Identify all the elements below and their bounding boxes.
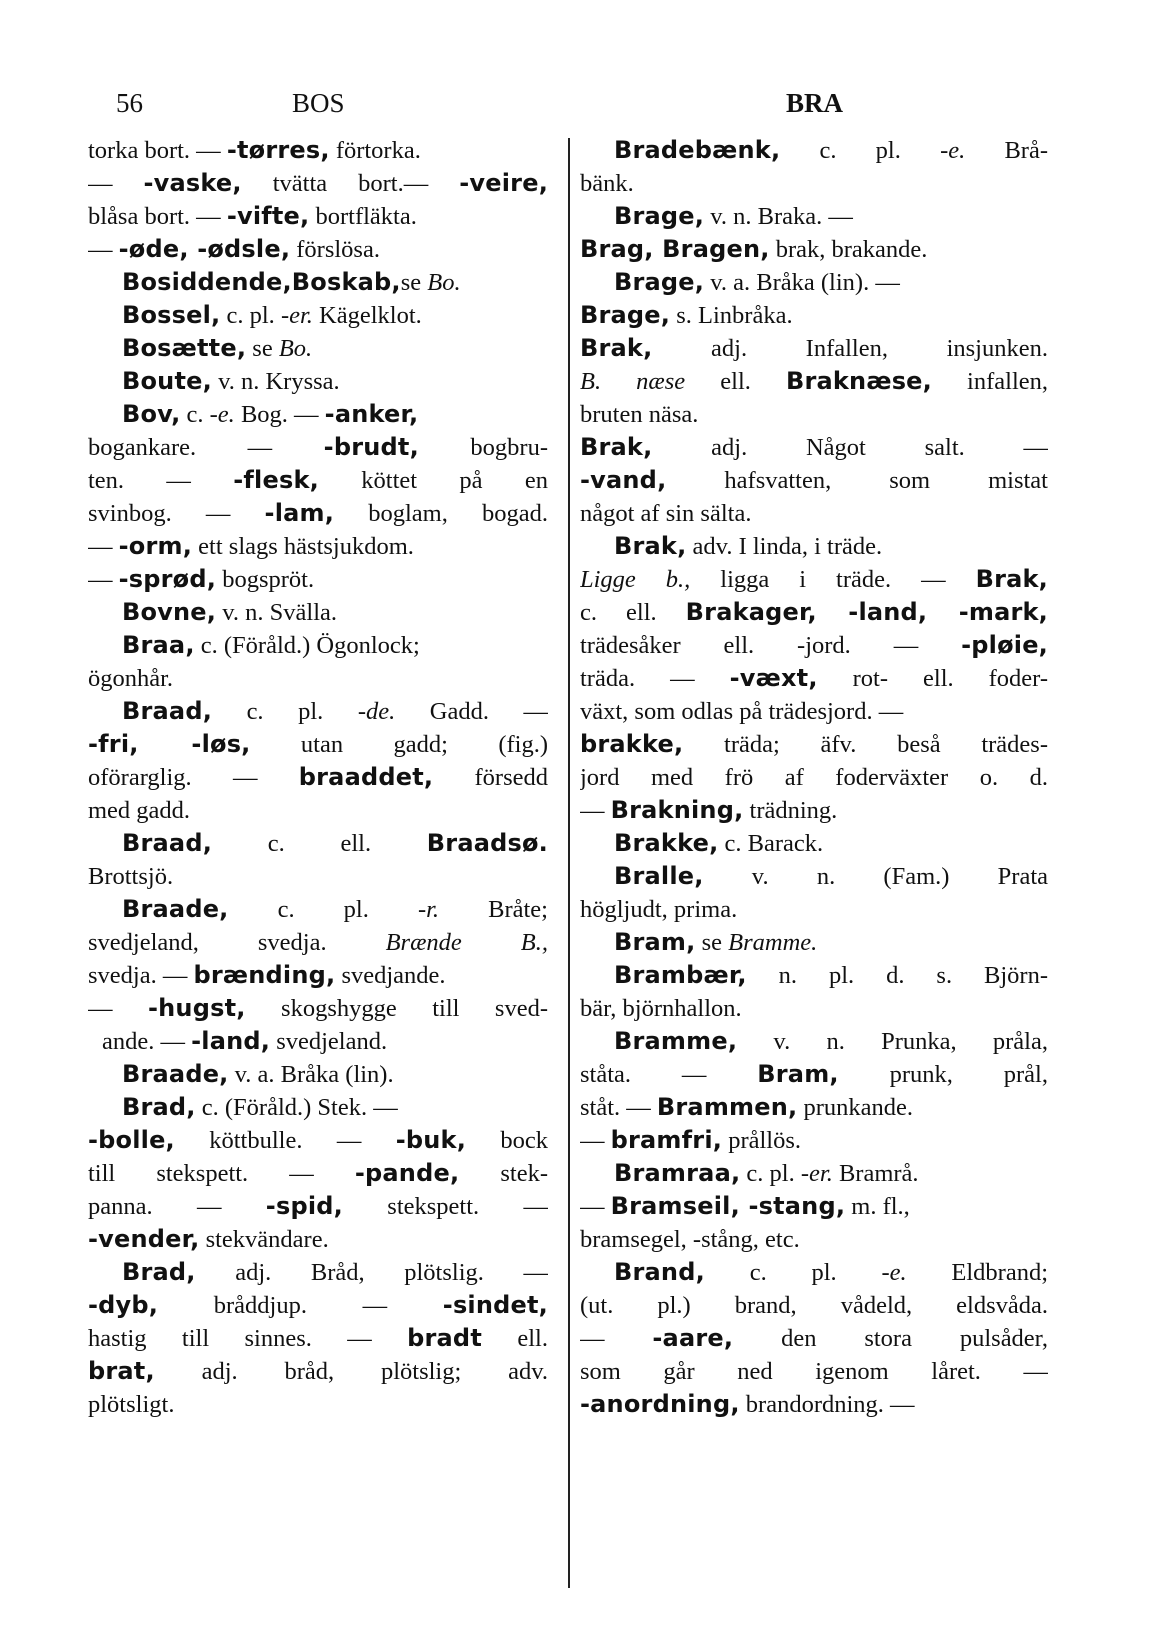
entry-line <box>580 1256 1048 1289</box>
headword: Brand, <box>614 1258 705 1286</box>
entry-line <box>580 1289 1048 1322</box>
headword: -spid, <box>265 1192 343 1220</box>
definition-text: prunkande. <box>797 1094 913 1121</box>
entry-line <box>88 695 548 728</box>
definition-text: ligga i träde. — <box>690 566 976 593</box>
entry-line <box>580 827 1048 860</box>
headword: brakke, <box>580 730 684 758</box>
definition-text: adj. bråd, plötslig; adv. <box>154 1358 548 1385</box>
entry-line <box>88 827 548 860</box>
headword: -lam, <box>264 499 335 527</box>
italic-note: Brænde B., <box>385 929 548 956</box>
headword: -anker, <box>324 400 419 428</box>
left-column <box>88 134 548 1421</box>
definition-text: Gadd. — <box>395 698 548 725</box>
definition-text: plötsligt. <box>88 1391 175 1418</box>
entry-line <box>88 398 548 431</box>
entry-line <box>88 1223 548 1256</box>
definition-text: träda; äfv. beså trädes- <box>683 731 1048 758</box>
definition-text: torka bort. — <box>88 137 227 164</box>
entry-line <box>580 167 1048 200</box>
definition-text: svedjeland. <box>270 1028 388 1055</box>
definition-text: c. <box>180 401 210 428</box>
definition-text: ett slags hästsjukdom. <box>192 533 414 560</box>
definition-text: s. Linbråka. <box>670 302 793 329</box>
headword: Bosætte, <box>122 334 247 362</box>
definition-text: ståta. — <box>580 1061 758 1088</box>
entry-line <box>88 761 548 794</box>
headword: Bradebænk, <box>614 136 781 164</box>
italic-note: -de. <box>357 698 396 725</box>
headword: -pløie, <box>961 631 1048 659</box>
definition-text: försedd <box>433 764 548 791</box>
italic-note: -er. <box>800 1160 833 1187</box>
entry-line <box>88 167 548 200</box>
definition-text: utan gadd; (fig.) <box>250 731 548 758</box>
definition-text: c. (Föråld.) Ögonlock; <box>194 632 420 659</box>
definition-text: till stekspett. — <box>88 1160 355 1187</box>
entry-line <box>580 860 1048 893</box>
entry-line <box>580 497 1048 530</box>
definition-text: Eldbrand; <box>906 1259 1048 1286</box>
definition-text: n. pl. d. s. Björn- <box>746 962 1048 989</box>
headword: Brak, <box>580 433 653 461</box>
entry-line <box>88 959 548 992</box>
headword: Braa, <box>122 631 195 659</box>
definition-text: träda. — <box>580 665 730 692</box>
headword: -hugst, <box>147 994 246 1022</box>
italic-note: -e. <box>209 401 235 428</box>
definition-text: stekvändare. <box>199 1226 329 1253</box>
definition-text: bortfläkta. <box>309 203 417 230</box>
entry-line <box>88 563 548 596</box>
headword: Bov, <box>122 400 181 428</box>
definition-text: förtorka. <box>329 137 421 164</box>
headword: brat, <box>88 1357 155 1385</box>
headword: Brad, <box>122 1093 196 1121</box>
definition-text: trädning. <box>743 797 838 824</box>
definition-text: köttbulle. — <box>174 1127 396 1154</box>
entry-line <box>88 1355 548 1388</box>
definition-text: prunk, prål, <box>838 1061 1048 1088</box>
definition-text: brandordning. — <box>739 1391 915 1418</box>
definition-text: — <box>580 1325 653 1352</box>
definition-text: infallen, <box>931 368 1048 395</box>
definition-text: se <box>400 269 428 296</box>
entry-line <box>580 596 1048 629</box>
definition-text: bramsegel, -stång, etc. <box>580 1226 800 1253</box>
entry-line <box>580 200 1048 233</box>
definition-text: bogbru- <box>418 434 548 461</box>
headword: Bramraa, <box>614 1159 741 1187</box>
definition-text: ande. — <box>102 1028 192 1055</box>
definition-text: växt, som odlas på trädesjord. — <box>580 698 904 725</box>
definition-text: svinbog. — <box>88 500 265 527</box>
entry-line <box>580 959 1048 992</box>
headword: -bolle, <box>88 1126 175 1154</box>
italic-note: -er. <box>280 302 313 329</box>
definition-text: bruten näsa. <box>580 401 699 428</box>
entry-line <box>88 332 548 365</box>
definition-text: boglam, bogad. <box>334 500 548 527</box>
italic-note: -e. <box>940 137 966 164</box>
headword: Brammen, <box>656 1093 798 1121</box>
definition-text: — <box>580 1193 611 1220</box>
headword: -pande, <box>354 1159 460 1187</box>
entry-line <box>88 1388 548 1421</box>
headword: Bram, <box>614 928 696 956</box>
definition-text: bänk. <box>580 170 634 197</box>
definition-text: förslösa. <box>290 236 380 263</box>
entry-line <box>88 1091 548 1124</box>
entry-line <box>88 629 548 662</box>
entry-line <box>88 299 548 332</box>
definition-text: Brå- <box>965 137 1048 164</box>
entry-line <box>88 530 548 563</box>
headword: Brakager, -land, -mark, <box>685 598 1048 626</box>
column-divider <box>568 138 570 1588</box>
entry-line <box>580 1223 1048 1256</box>
entry-line <box>580 1025 1048 1058</box>
definition-text: — <box>88 170 144 197</box>
definition-text: adv. I linda, i träde. <box>686 533 883 560</box>
definition-text: panna. — <box>88 1193 266 1220</box>
right-guide-word: BRA <box>786 88 844 118</box>
definition-text: — <box>88 533 119 560</box>
headword: Braade, <box>122 895 229 923</box>
entry-line <box>88 497 548 530</box>
entry-line <box>580 431 1048 464</box>
entry-line <box>580 332 1048 365</box>
page-header <box>0 88 1152 128</box>
definition-text: Bog. — <box>234 401 325 428</box>
definition-text: se <box>695 929 729 956</box>
definition-text: ten. — <box>88 467 234 494</box>
headword: -sindet, <box>442 1291 548 1319</box>
definition-text: högljudt, prima. <box>580 896 738 923</box>
headword: -flesk, <box>233 466 319 494</box>
headword: -vifte, <box>226 202 310 230</box>
definition-text: c. pl. <box>228 896 418 923</box>
headword: -fri, -løs, <box>88 730 251 758</box>
entry-line <box>88 266 548 299</box>
headword: Bram, <box>757 1060 839 1088</box>
entry-line <box>88 1190 548 1223</box>
headword: Bramme, <box>614 1027 738 1055</box>
italic-note: -e. <box>881 1259 907 1286</box>
definition-text: c. pl. <box>780 137 941 164</box>
definition-text: Brottsjö. <box>88 863 174 890</box>
entry-line <box>580 398 1048 431</box>
headword: -tørres, <box>226 136 330 164</box>
definition-text: v. n. Prunka, pråla, <box>737 1028 1048 1055</box>
definition-text: blåsa bort. — <box>88 203 227 230</box>
headword: bramfri, <box>610 1126 723 1154</box>
entry-line <box>580 761 1048 794</box>
entry-line <box>580 299 1048 332</box>
entry-line <box>580 1388 1048 1421</box>
entry-line <box>580 926 1048 959</box>
entry-line <box>88 134 548 167</box>
headword: Braadsø. <box>426 829 548 857</box>
entry-line <box>580 1091 1048 1124</box>
headword: Braade, <box>122 1060 229 1088</box>
definition-text: något af sin sälta. <box>580 500 752 527</box>
definition-text: svedja. — <box>88 962 194 989</box>
entry-line <box>88 596 548 629</box>
entry-line <box>580 662 1048 695</box>
definition-text: ell. <box>482 1325 548 1352</box>
entry-line <box>88 365 548 398</box>
definition-text: brak, brakande. <box>769 236 928 263</box>
definition-text: stekspett. — <box>342 1193 548 1220</box>
definition-text: köttet på en <box>318 467 548 494</box>
entry-line <box>580 365 1048 398</box>
entry-line <box>580 563 1048 596</box>
entry-line <box>88 1124 548 1157</box>
headword: -vand, <box>580 466 667 494</box>
definition-text: hastig till sinnes. — <box>88 1325 408 1352</box>
headword: -land, <box>191 1027 271 1055</box>
entry-line <box>88 662 548 695</box>
definition-text: v. n. Kryssa. <box>211 368 340 395</box>
definition-text: bock <box>466 1127 548 1154</box>
headword: Brak, <box>975 565 1048 593</box>
entry-line <box>580 1157 1048 1190</box>
definition-text: v. a. Bråka (lin). <box>228 1061 394 1088</box>
definition-text: stek- <box>459 1160 548 1187</box>
headword: -veire, <box>459 169 548 197</box>
definition-text: Kägelklot. <box>312 302 422 329</box>
definition-text: adj. Bråd, plötslig. — <box>195 1259 548 1286</box>
definition-text: ögonhår. <box>88 665 174 692</box>
headword: Braad, <box>122 829 213 857</box>
entry-line <box>580 794 1048 827</box>
definition-text: v. n. Braka. — <box>704 203 853 230</box>
definition-text: c. ell. <box>212 830 427 857</box>
headword: Brad, <box>122 1258 196 1286</box>
italic-note: Bramme. <box>728 929 818 956</box>
headword: Brage, <box>580 301 671 329</box>
definition-text: c. pl. <box>740 1160 801 1187</box>
headword: Bovne, <box>122 598 217 626</box>
entry-line <box>88 1322 548 1355</box>
definition-text: — <box>580 797 611 824</box>
entry-line <box>580 1058 1048 1091</box>
entry-line <box>88 1157 548 1190</box>
definition-text: hafsvatten, som mistat <box>666 467 1048 494</box>
headword: Bossel, <box>122 301 221 329</box>
definition-text: oförarglig. — <box>88 764 299 791</box>
italic-note: B. næse <box>580 368 686 395</box>
definition-text: — <box>88 566 119 593</box>
entry-line <box>580 893 1048 926</box>
definition-text: med gadd. <box>88 797 191 824</box>
italic-note: Bo. <box>278 335 313 362</box>
entry-line <box>580 464 1048 497</box>
definition-text: — <box>88 995 148 1022</box>
definition-text: — <box>580 1127 611 1154</box>
headword: Bramseil, -stang, <box>610 1192 846 1220</box>
headword: bradt <box>407 1324 482 1352</box>
headword: -anordning, <box>580 1390 740 1418</box>
entry-line <box>580 1322 1048 1355</box>
headword: -buk, <box>395 1126 467 1154</box>
headword: -dyb, <box>88 1291 159 1319</box>
entry-line <box>88 464 548 497</box>
headword: -sprød, <box>118 565 217 593</box>
headword: -øde, -ødsle, <box>118 235 291 263</box>
italic-note: Ligge b., <box>580 566 691 593</box>
definition-text: adj. Något salt. — <box>652 434 1048 461</box>
headword: braaddet, <box>298 763 434 791</box>
definition-text: v. n. Svälla. <box>216 599 338 626</box>
entry-line <box>580 134 1048 167</box>
entry-line <box>580 695 1048 728</box>
definition-text: v. n. (Fam.) Prata <box>703 863 1048 890</box>
italic-note: Bo. <box>427 269 461 296</box>
definition-text: c. Barack. <box>718 830 824 857</box>
definition-text: jord med frö af foderväxter o. d. <box>580 764 1048 791</box>
headword: -vender, <box>88 1225 200 1253</box>
headword: -brudt, <box>323 433 419 461</box>
entry-line <box>88 200 548 233</box>
italic-note: -r. <box>417 896 440 923</box>
definition-text: m. fl., <box>845 1193 910 1220</box>
definition-text: — <box>88 236 119 263</box>
entry-line <box>580 530 1048 563</box>
definition-text: tvätta bort.— <box>241 170 460 197</box>
headword: Brak, <box>614 532 687 560</box>
definition-text: bråddjup. — <box>158 1292 443 1319</box>
entry-line <box>88 1058 548 1091</box>
left-guide-word: BOS <box>292 88 345 118</box>
definition-text: c. ell. <box>580 599 686 626</box>
entry-line <box>580 266 1048 299</box>
entry-line <box>88 992 548 1025</box>
headword: Brakke, <box>614 829 719 857</box>
page-number: 56 <box>116 88 143 118</box>
definition-text: rot- ell. foder- <box>817 665 1048 692</box>
definition-text: som går ned igenom låret. — <box>580 1358 1048 1385</box>
headword: -væxt, <box>729 664 818 692</box>
entry-line <box>88 728 548 761</box>
definition-text: adj. Infallen, insjunken. <box>652 335 1048 362</box>
entry-line <box>580 1355 1048 1388</box>
headword: Bralle, <box>614 862 704 890</box>
definition-text: ell. <box>685 368 786 395</box>
headword: Boute, <box>122 367 212 395</box>
headword: -orm, <box>118 532 193 560</box>
headword: Brambær, <box>614 961 747 989</box>
definition-text: bogspröt. <box>216 566 315 593</box>
definition-text: den stora pulsåder, <box>733 1325 1048 1352</box>
entry-line <box>88 926 548 959</box>
definition-text: c. pl. <box>704 1259 882 1286</box>
headword: brænding, <box>193 961 336 989</box>
headword: -aare, <box>652 1324 734 1352</box>
entry-line <box>88 431 548 464</box>
entry-line <box>580 233 1048 266</box>
entry-line <box>580 1190 1048 1223</box>
entry-line <box>88 893 548 926</box>
definition-text: bär, björnhallon. <box>580 995 742 1022</box>
right-column <box>580 134 1048 1421</box>
headword: Braknæse, <box>785 367 932 395</box>
definition-text: c. (Föråld.) Stek. — <box>195 1094 398 1121</box>
entry-line <box>88 794 548 827</box>
headword: Brak, <box>580 334 653 362</box>
definition-text: (ut. pl.) brand, vådeld, eldsvåda. <box>580 1292 1048 1319</box>
entry-line <box>88 233 548 266</box>
headword: Bosiddende,Boskab, <box>122 268 401 296</box>
entry-line <box>580 629 1048 662</box>
headword: -vaske, <box>143 169 242 197</box>
definition-text: v. a. Bråka (lin). — <box>704 269 900 296</box>
definition-text: se <box>246 335 279 362</box>
headword: Brakning, <box>610 796 744 824</box>
definition-text: trädesåker ell. -jord. — <box>580 632 962 659</box>
definition-text: ståt. — <box>580 1094 657 1121</box>
headword: Brage, <box>614 268 705 296</box>
entry-line <box>88 1289 548 1322</box>
definition-text: prållös. <box>722 1127 802 1154</box>
headword: Braad, <box>122 697 213 725</box>
definition-text: bogankare. — <box>88 434 324 461</box>
headword: Brage, <box>614 202 705 230</box>
definition-text: c. pl. <box>212 698 358 725</box>
entry-line <box>580 992 1048 1025</box>
definition-text: svedjeland, svedja. <box>88 929 386 956</box>
entry-line <box>580 1124 1048 1157</box>
entry-line <box>88 1256 548 1289</box>
definition-text: Bramrå. <box>832 1160 919 1187</box>
definition-text: skogshygge till sved- <box>245 995 548 1022</box>
headword: Brag, Bragen, <box>580 235 770 263</box>
definition-text: svedjande. <box>335 962 446 989</box>
definition-text: Bråte; <box>439 896 548 923</box>
entry-line <box>580 728 1048 761</box>
entry-line <box>88 860 548 893</box>
definition-text: c. pl. <box>220 302 281 329</box>
entry-line <box>88 1025 548 1058</box>
